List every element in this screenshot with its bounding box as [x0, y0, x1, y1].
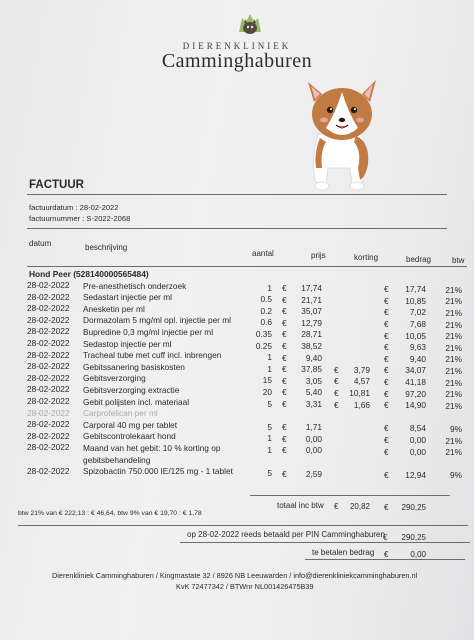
cell-price: 1,71	[305, 422, 322, 433]
header-price: prijs	[311, 251, 326, 260]
cell-date: 28-02-2022	[27, 430, 70, 441]
table-row	[0, 337, 474, 353]
cell-desc: Sedastop injectie per ml	[83, 338, 172, 349]
cell-cur1: €	[282, 422, 287, 433]
cell-qty: 0.6	[260, 317, 272, 328]
cell-price: 0,00	[305, 445, 322, 456]
cell-desc: Anesketin per ml	[83, 303, 145, 314]
cell-cur3: €	[384, 388, 389, 399]
due-label: te betalen bedrag	[312, 548, 375, 557]
cell-cur3: €	[384, 307, 389, 318]
total-discount-currency: €	[334, 502, 339, 511]
dog-cat-logo-icon	[236, 10, 264, 38]
table-row	[0, 430, 474, 446]
cell-cur3: €	[384, 446, 389, 457]
payment-currency: €	[383, 533, 388, 542]
table-row	[0, 305, 474, 317]
cell-qty: 1	[267, 282, 272, 293]
invoice-title: FACTUUR	[29, 179, 84, 191]
table-row	[0, 291, 474, 307]
table-row	[0, 407, 474, 422]
cell-desc: Gebit polijsten incl. materiaal	[83, 396, 190, 407]
cell-amount: 9,63	[409, 342, 426, 353]
cell-price: 3,31	[305, 399, 322, 410]
cell-cur3: €	[384, 342, 389, 353]
cell-cur2: €	[334, 376, 339, 387]
cell-desc: gebitsbehandeling	[83, 454, 151, 465]
vat-breakdown: btw 21% van € 222,13 : € 46,64, btw 9% van € 19,70 : € 1,78	[18, 510, 202, 517]
cell-disc: 10,81	[349, 388, 370, 399]
cell-cur1: €	[282, 317, 287, 328]
table-row	[0, 456, 474, 468]
table-row	[0, 328, 474, 340]
cell-date: 28-02-2022	[27, 361, 70, 372]
divider	[18, 525, 468, 526]
clinic-name: Camminghaburen	[161, 50, 313, 72]
cell-vat: 21%	[445, 296, 462, 307]
divider	[180, 542, 470, 543]
cell-cur1: €	[282, 398, 287, 409]
cell-amount: 9,40	[409, 353, 426, 364]
cell-price: 37,85	[301, 364, 322, 375]
cell-price: 9,40	[305, 352, 322, 363]
cell-vat: 21%	[445, 308, 462, 319]
cell-cur2: €	[334, 387, 339, 398]
cell-vat: 21%	[445, 319, 462, 330]
cell-desc: Dormazolam 5 mg/ml opl. injectie per ml	[83, 315, 232, 326]
total-discount: 20,82	[349, 502, 370, 511]
cell-cur3: €	[384, 377, 389, 387]
clinic-top-label: DIERENKLINIEK	[182, 41, 292, 51]
invoice-date: factuurdatum : 28-02-2022	[29, 203, 119, 212]
cell-date: 28-02-2022	[27, 337, 70, 348]
cell-cur3: €	[384, 400, 389, 411]
cell-date: 28-02-2022	[27, 395, 70, 406]
cell-cur1: €	[282, 375, 287, 386]
header-qty: aantal	[252, 249, 274, 258]
cell-vat: 21%	[445, 284, 462, 295]
cell-date: 28-02-2022	[27, 419, 70, 430]
cell-cur1: €	[282, 387, 287, 398]
cell-cur1: €	[282, 282, 287, 293]
cell-desc: Maand van het gebit: 10 % korting op	[83, 443, 221, 453]
cell-desc: Gebitscontrolekaart hond	[83, 431, 176, 442]
header-amount: bedrag	[406, 255, 431, 264]
divider	[305, 559, 465, 560]
header-description: beschrijving	[85, 243, 128, 252]
cell-qty: 1	[267, 363, 272, 374]
cell-date: 28-02-2022	[27, 384, 70, 395]
cell-desc: Carporal 40 mg per tablet	[83, 419, 178, 430]
cell-vat: 21%	[445, 342, 462, 353]
cell-desc: Gebitssanering basiskosten	[83, 361, 185, 372]
cell-vat: 9%	[450, 470, 462, 481]
table-row	[0, 465, 474, 481]
cell-qty: 0.2	[260, 305, 272, 316]
cell-date: 28-02-2022	[27, 349, 70, 360]
cell-date: 28-02-2022	[27, 303, 70, 314]
divider	[27, 266, 467, 267]
cell-desc: Tracheal tube met cuff incl. inbrengen	[83, 350, 222, 361]
cell-cur1: €	[282, 468, 287, 479]
cell-desc: Gebitsverzorging	[83, 373, 146, 384]
cell-cur3: €	[384, 284, 389, 295]
total-label: totaal inc btw	[277, 501, 324, 510]
payment-label: op 28-02-2022 reeds betaald per PIN Camminghaburen	[187, 530, 385, 539]
cell-cur3: €	[384, 365, 389, 376]
table-row	[0, 421, 474, 433]
cell-cur3: €	[384, 435, 389, 445]
due-amount: 0,00	[410, 550, 426, 559]
cell-cur2: €	[334, 399, 339, 410]
invoice-number: factuurnummer : S-2022-2068	[29, 214, 131, 223]
cell-date: 28-02-2022	[27, 314, 70, 325]
cell-price: 17,74	[301, 283, 322, 294]
cell-amount: 10,85	[405, 295, 426, 306]
total-amount: 290,25	[401, 503, 426, 512]
cell-price: 35,07	[301, 306, 322, 317]
cell-amount: 0,00	[409, 446, 426, 457]
cell-amount: 14,90	[405, 400, 426, 411]
cell-qty: 1	[267, 444, 272, 455]
cell-disc: 3,79	[353, 364, 370, 375]
divider	[27, 228, 447, 229]
patient-name: Hond Peer (528140000565484)	[29, 269, 149, 279]
cell-vat: 21%	[445, 377, 462, 388]
cell-amount: 7,02	[409, 307, 426, 318]
cell-amount: 34,07	[405, 365, 426, 376]
cell-cur1: €	[282, 329, 287, 340]
table-row	[0, 372, 474, 388]
cell-qty: 0.35	[255, 328, 272, 339]
cell-date: 28-02-2022	[27, 372, 70, 383]
cell-date: 28-02-2022	[27, 291, 70, 302]
cell-desc: Sedastart injectie per ml	[83, 292, 173, 303]
cell-cur3: €	[384, 319, 389, 329]
divider	[250, 495, 450, 496]
cell-vat: 21%	[445, 331, 462, 342]
cell-cur1: €	[282, 306, 287, 317]
cell-price: 3,05	[305, 375, 322, 386]
cell-date: 28-02-2022	[27, 326, 70, 337]
cell-vat: 21%	[445, 389, 462, 400]
cell-date: 28-02-2022	[27, 279, 70, 290]
cell-cur1: €	[282, 433, 287, 444]
cell-amount: 10,05	[405, 330, 426, 341]
cell-disc: 4,57	[353, 376, 370, 387]
cell-cur1: €	[282, 364, 287, 375]
header-discount: korting	[354, 253, 379, 262]
cell-vat: 9%	[450, 424, 462, 435]
cell-desc: Pre-anesthetisch onderzoek	[83, 280, 187, 291]
cell-vat: 21%	[445, 400, 462, 411]
cell-cur2: €	[334, 364, 339, 375]
cell-cur3: €	[384, 330, 389, 341]
header-vat: btw	[452, 256, 465, 265]
table-row	[0, 444, 474, 456]
table-row	[0, 386, 474, 398]
cell-qty: 1	[267, 352, 272, 363]
cell-qty: 5	[267, 398, 272, 409]
cell-amount: 17,74	[405, 284, 426, 295]
footer-registration: KvK 72477342 / BTWnr NL001426475B39	[176, 582, 314, 591]
cell-cur3: €	[384, 469, 389, 480]
cell-cur3: €	[384, 353, 389, 364]
cell-price: 0,00	[305, 433, 322, 444]
cell-price: 5,40	[305, 387, 322, 398]
total-amount-currency: €	[384, 503, 389, 512]
cell-cur3: €	[384, 423, 389, 434]
table-row	[0, 314, 474, 330]
cell-disc: 1,66	[353, 399, 370, 410]
cell-qty: 15	[262, 375, 272, 386]
cell-amount: 41,18	[405, 377, 426, 388]
cell-amount: 8,54	[409, 423, 426, 434]
cell-cur1: €	[282, 340, 287, 351]
cell-vat: 21%	[445, 366, 462, 377]
cell-price: 2,59	[305, 468, 322, 479]
cell-date: 28-02-2022	[27, 442, 70, 453]
cell-cur3: €	[384, 295, 389, 306]
cell-qty: 1	[267, 433, 272, 444]
cell-amount: 0,00	[409, 435, 426, 446]
table-row	[0, 349, 474, 365]
cell-date: 28-02-2022	[27, 407, 70, 418]
corgi-sticker	[300, 72, 386, 197]
header-date: datum	[29, 239, 52, 248]
cell-price: 21,71	[301, 294, 322, 305]
cell-qty: 0.5	[260, 294, 272, 305]
table-row	[0, 363, 474, 375]
divider	[27, 194, 447, 195]
cell-desc: Gebitsverzorging extractie	[83, 385, 180, 395]
footer-address: Dierenkliniek Camminghaburen / Kingmastate 32 / 8926 NB Leeuwarden / info@dierenkliniekcamminghaburen.nl	[52, 571, 418, 580]
cell-amount: 12,94	[405, 469, 426, 480]
cell-cur1: €	[282, 294, 287, 305]
cell-desc: Spizobactin 750.000 IE/125 mg - 1 tablet	[83, 466, 233, 477]
cell-vat: 21%	[445, 435, 462, 446]
payment-amount: 290,25	[401, 533, 426, 542]
due-currency: €	[384, 550, 389, 559]
cell-price: 12,79	[301, 317, 322, 328]
cell-vat: 21%	[445, 354, 462, 365]
cell-qty: 20	[262, 386, 272, 397]
cell-price: 38,52	[301, 341, 322, 352]
cell-vat: 21%	[445, 447, 462, 458]
cell-cur1: €	[282, 352, 287, 363]
table-row	[0, 279, 474, 295]
cell-qty: 5	[267, 468, 272, 479]
cell-qty: 0.25	[255, 340, 272, 351]
cell-cur1: €	[282, 445, 287, 456]
cell-date: 28-02-2022	[27, 465, 70, 476]
cell-price: 28,71	[301, 329, 322, 340]
table-row	[0, 395, 474, 411]
cell-amount: 97,20	[405, 388, 426, 399]
cell-qty: 5	[267, 421, 272, 432]
cell-desc: Bupredine 0,3 mg/ml injectie per ml	[83, 327, 214, 337]
cell-amount: 7,68	[409, 319, 426, 330]
cell-desc: Carprofelican per ml	[83, 408, 158, 419]
